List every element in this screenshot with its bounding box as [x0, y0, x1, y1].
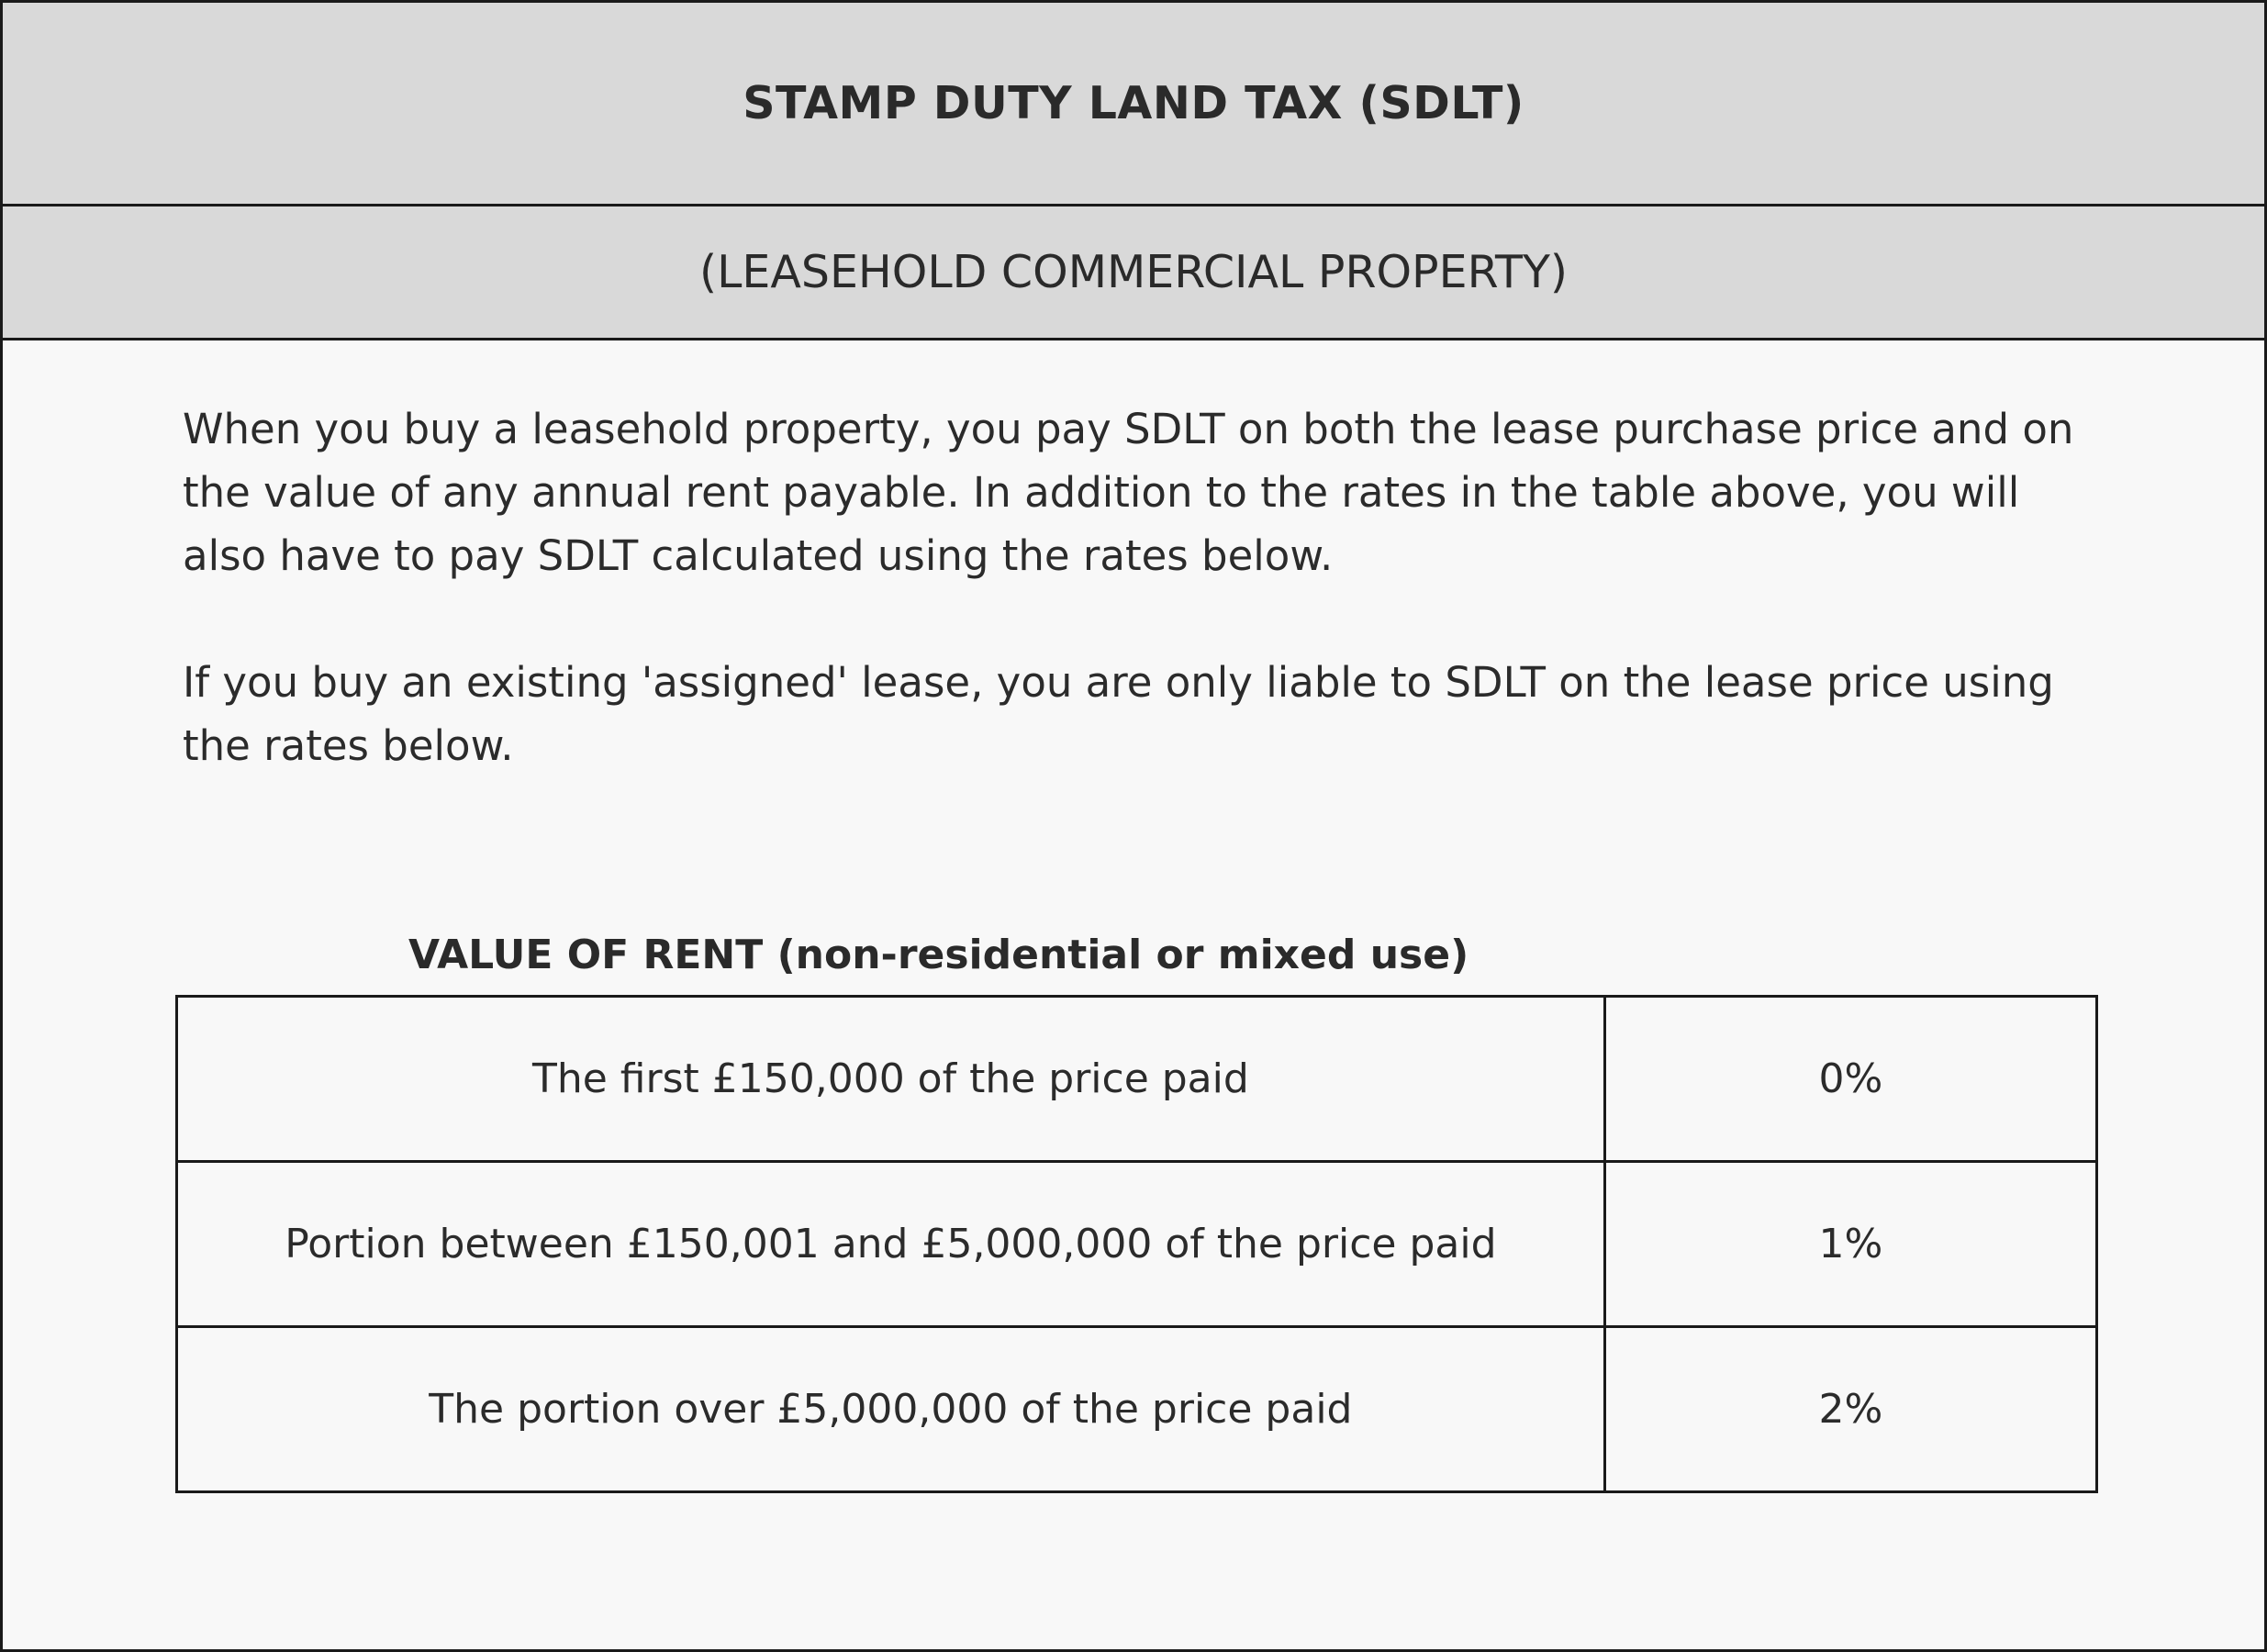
band-cell: The first £150,000 of the price paid [177, 997, 1605, 1162]
rate-cell: 1% [1604, 1162, 2096, 1327]
band-cell: Portion between £150,001 and £5,000,000 of the price paid [177, 1162, 1605, 1327]
page-title: STAMP DUTY LAND TAX (SDLT) [3, 3, 2264, 206]
rate-cell: 0% [1604, 997, 2096, 1162]
rent-rate-table [175, 995, 2098, 1493]
table-row [177, 1162, 2097, 1327]
table-row [177, 997, 2097, 1162]
table-row [177, 1327, 2097, 1492]
rent-table-caption: VALUE OF RENT (non-residential or mixed use) [408, 932, 1469, 978]
intro-paragraph-assigned-lease: If you buy an existing 'assigned' lease, you are only liable to SDLT on the lease price using the rates below. [183, 658, 2054, 770]
rate-cell: 2% [1604, 1327, 2096, 1492]
band-cell: The portion over £5,000,000 of the price paid [177, 1327, 1605, 1492]
intro-paragraph-leasehold: When you buy a leasehold property, you pay SDLT on both the lease purchase price and on the value of any annual rent payable. In addition to the rates in the table above, you will also have to pay SDLT calculated using the rates below. [183, 405, 2074, 580]
intro-text [183, 397, 2110, 841]
page-subtitle: (LEASEHOLD COMMERCIAL PROPERTY) [3, 206, 2264, 340]
